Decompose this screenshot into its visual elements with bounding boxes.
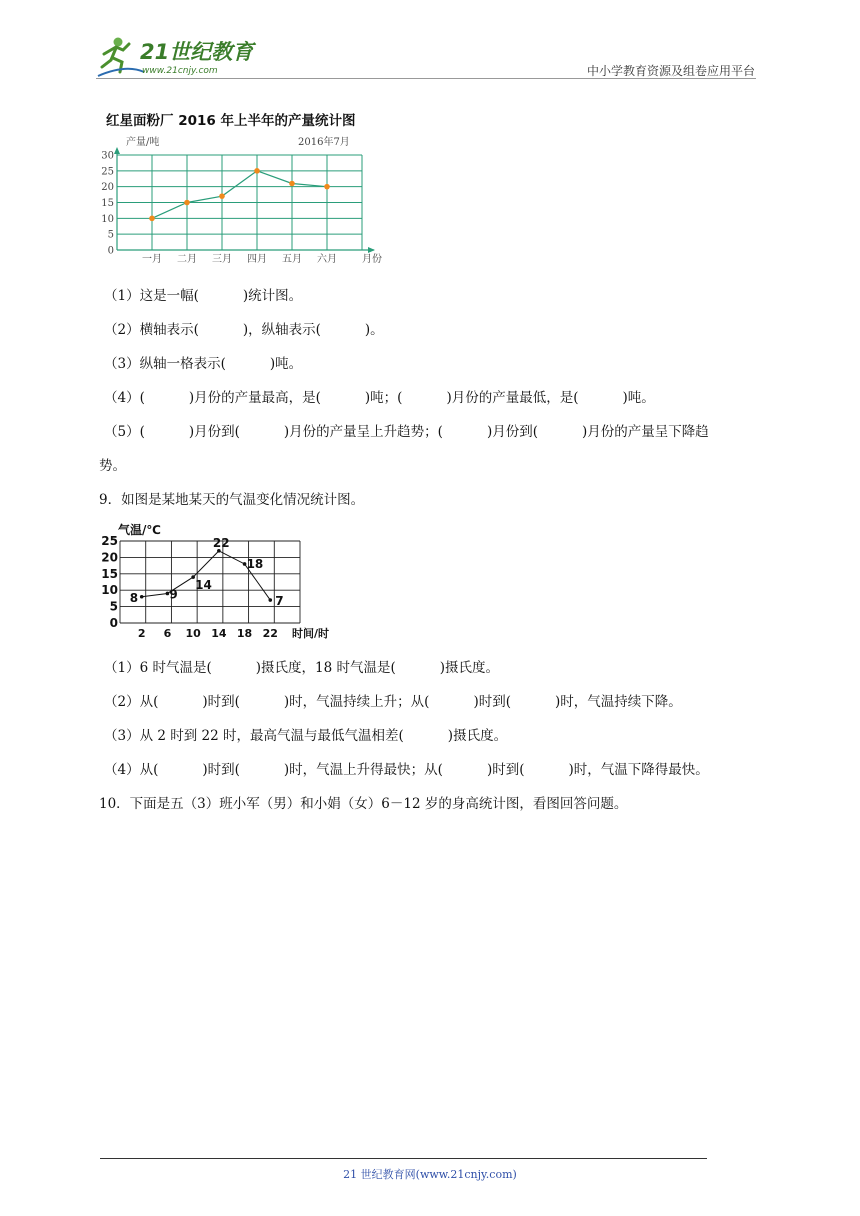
logo-wordmark: 21世纪教育 (140, 40, 254, 64)
y-axis-arrow (114, 147, 120, 154)
question-text: )月份的产量最高，是( (188, 390, 321, 406)
question-text: )吨。 (269, 356, 303, 372)
x-tick-label: 六月 (317, 254, 337, 265)
question-text: )时到( (202, 762, 240, 778)
question-text: )吨；( (364, 390, 403, 406)
question-text: )统计图。 (242, 288, 303, 304)
y-tick-label: 5 (107, 229, 114, 241)
series-line (149, 168, 330, 221)
question-text: )时，气温持续上升；从( (283, 694, 430, 710)
y-tick-label: 25 (101, 166, 114, 178)
question-text: （4）( (104, 390, 145, 406)
q10-heading: 10．下面是五（3）班小军（男）和小娟（女）6－12 岁的身高统计图，看图回答问题。 (99, 796, 628, 812)
y-tick-label: 5 (109, 599, 118, 614)
axes (114, 147, 375, 253)
q8-item-4 (104, 388, 655, 408)
q8-item-5-continued: 势。 (99, 458, 126, 474)
question-text: （3）纵轴一格表示( (104, 356, 226, 372)
site-logo (96, 34, 266, 80)
footer-divider (100, 1158, 707, 1159)
q8-item-5 (104, 422, 709, 442)
logo-url: www.21cnjy.com (142, 66, 218, 76)
q8-item-1 (104, 286, 302, 306)
platform-name: 中小学教育资源及组卷应用平台 (586, 64, 755, 78)
q8-item-2 (104, 320, 384, 340)
x-tick-label: 2 (137, 627, 146, 640)
data-label: 7 (275, 594, 284, 609)
question-text: （5）( (104, 424, 145, 440)
x-tick-label: 18 (236, 627, 253, 640)
data-point (268, 598, 272, 602)
y-tick-label: 25 (101, 534, 118, 548)
x-tick-labels (142, 253, 337, 265)
y-tick-label: 15 (101, 566, 118, 581)
data-point (254, 168, 260, 174)
q9-item-1 (104, 658, 499, 678)
q9-heading: 9．如图是某地某天的气温变化情况统计图。 (99, 492, 365, 508)
q9-item-4 (104, 760, 709, 780)
temperature-line-chart (100, 518, 350, 643)
q8-item-3 (104, 354, 302, 374)
data-point (289, 181, 295, 187)
production-line (152, 171, 327, 219)
question-text: )时到( (202, 694, 240, 710)
question-text: )时到( (486, 762, 525, 778)
x-tick-label: 一月 (142, 254, 162, 265)
question-text: )时，气温下降得最快。 (568, 762, 709, 778)
data-point (184, 200, 190, 206)
q9-item-2 (104, 692, 682, 712)
question-text: （4）从( (104, 762, 159, 778)
series-line (130, 536, 284, 608)
y-tick-label: 10 (101, 213, 114, 225)
y-tick-labels (101, 534, 118, 630)
question-text: )月份到( (188, 424, 240, 440)
question-text: )摄氏度。 (447, 728, 508, 744)
question-text: )时到( (473, 694, 511, 710)
x-tick-label: 14 (211, 627, 227, 640)
x-axis-arrow (368, 247, 375, 253)
question-text: )时，气温上升得最快；从( (283, 762, 443, 778)
header-divider (96, 78, 756, 79)
question-text: )吨。 (622, 390, 655, 406)
data-point (149, 216, 155, 222)
x-axis-label: 月份 (362, 254, 382, 265)
question-text: （1）6 时气温是( (104, 660, 212, 676)
x-axis-label: 时间/时 (292, 627, 330, 640)
y-axis-label: 气温/℃ (118, 523, 161, 537)
question-text: )月份的产量呈上升趋势；( (283, 424, 443, 440)
q9-item-3 (104, 726, 507, 746)
date-note: 2016年7月 (298, 137, 350, 148)
question-text: )。 (364, 322, 384, 338)
y-tick-label: 20 (101, 550, 118, 565)
question-text: （3）从 2 时到 22 时，最高气温与最低气温相差( (104, 728, 404, 744)
y-tick-label: 10 (101, 583, 118, 598)
question-text: （2）从( (104, 694, 159, 710)
y-axis-label: 产量/吨 (126, 137, 160, 148)
chart-title: 红星面粉厂 2016 年上半年的产量统计图 (106, 113, 356, 129)
y-tick-label: 20 (101, 182, 114, 194)
x-tick-label: 二月 (177, 254, 197, 265)
x-tick-label: 五月 (282, 254, 302, 265)
data-label: 22 (212, 535, 230, 550)
question-text: )时，气温持续下降。 (555, 694, 682, 710)
runner-icon (98, 38, 144, 77)
x-tick-label: 22 (262, 627, 278, 640)
data-point (219, 193, 225, 199)
question-text: )摄氏度。 (439, 660, 500, 676)
question-text: )，纵轴表示( (242, 322, 321, 338)
y-tick-label: 0 (109, 616, 118, 630)
y-tick-label: 15 (101, 198, 114, 209)
data-label: 9 (169, 587, 178, 602)
question-text: （1）这是一幅( (104, 288, 199, 304)
x-tick-label: 6 (163, 627, 172, 640)
y-tick-label: 30 (101, 150, 114, 162)
question-text: )月份的产量呈下降趋 (582, 424, 709, 440)
question-text: )摄氏度，18 时气温是( (255, 660, 396, 676)
data-point (140, 595, 144, 599)
production-line-chart (96, 108, 396, 268)
footer-link[interactable]: 21 世纪教育网(www.21cnjy.com) (343, 1168, 517, 1181)
grid (117, 155, 362, 250)
x-tick-labels (138, 627, 278, 640)
data-point (324, 184, 330, 190)
x-tick-label: 10 (185, 627, 201, 640)
y-tick-labels (101, 151, 114, 257)
question-text: )月份到( (486, 424, 538, 440)
y-tick-label: 0 (107, 245, 114, 257)
question-text: （2）横轴表示( (104, 322, 199, 338)
data-label: 18 (246, 556, 264, 571)
data-label: 8 (129, 590, 139, 605)
x-tick-label: 四月 (247, 254, 267, 265)
data-label: 14 (195, 578, 212, 593)
question-text: )月份的产量最低，是( (446, 390, 579, 406)
x-tick-label: 三月 (212, 254, 232, 265)
